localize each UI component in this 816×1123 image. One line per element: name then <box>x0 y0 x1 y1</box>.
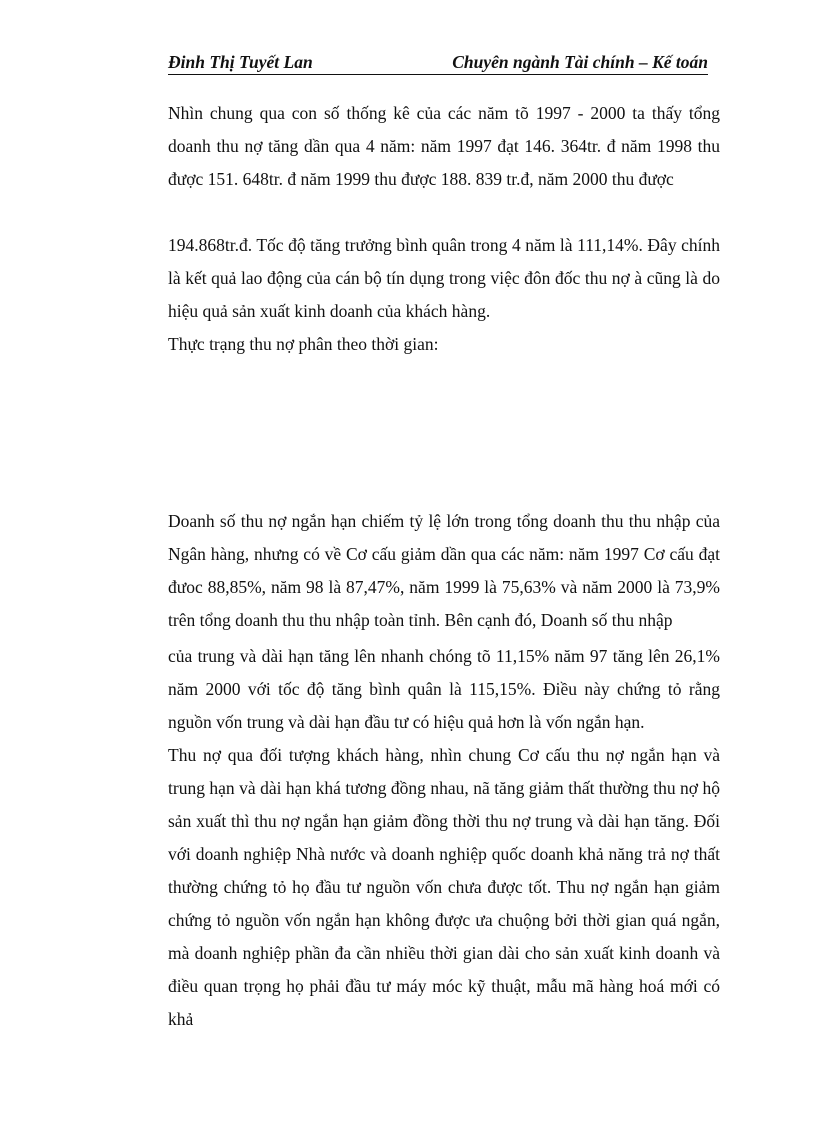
department-name: Chuyên ngành Tài chính – Kế toán <box>452 52 708 72</box>
header-rule <box>168 74 708 75</box>
page-header <box>168 52 708 78</box>
paragraph-revenue-summary: Nhìn chung qua con số thống kê của các năm tõ 1997 - 2000 ta thấy tổng doanh thu nợ tăng dần qua 4 năm: năm 1997 đạt 146. 364tr. đ năm 1998 thu được 151. 648tr. đ năm 1999 thu được 188. 839 tr.đ, năm 2000 thu được <box>168 103 720 189</box>
author-name: Đinh Thị Tuyết Lan <box>168 52 313 72</box>
paragraph-short-term-share: Doanh số thu nợ ngắn hạn chiếm tỷ lệ lớn trong tổng doanh thu thu nhập của Ngân hàng, nhưng có về Cơ cấu giảm dần qua các năm: năm 1997 Cơ cấu đạt đưoc 88,85%, năm 98 là 87,47%, năm 1999 là 75,63% và năm 2000 là 73,9% trên tổng doanh thu thu nhập toàn tỉnh. Bên cạnh đó, Doanh số thu nhập <box>168 511 720 630</box>
paragraph-customer-analysis: Thu nợ qua đối tượng khách hàng, nhìn chung Cơ cấu thu nợ ngắn hạn và trung hạn và dài hạn khá tương đồng nhau, nã tăng giảm thất thường thu nợ hộ sản xuất thì thu nợ ngắn hạn giảm đồng thời thu nợ trung và dài hạn tăng. Đối với doanh nghiệp Nhà nước và doanh nghiệp quốc doanh khả năng trả nợ thất thường chứng tỏ họ đầu tư nguồn vốn chưa được tốt. Thu nợ ngắn hạn giảm chứng tỏ nguồn vốn ngắn hạn không được ưa chuộng bởi thời gian quá ngắn, mà doanh nghiệp phần đa cần nhiều thời gian dài cho sản xuất kinh doanh và điều quan trọng họ phải đầu tư máy móc kỹ thuật, mẫu mã hàng hoá mới có khả <box>168 745 720 1029</box>
paragraph-long-term-growth: của trung và dài hạn tăng lên nhanh chóng tõ 11,15% năm 97 tăng lên 26,1% năm 2000 với tốc độ tăng bình quân là 115,15%. Điều này chứng tỏ rằng nguồn vốn trung và dài hạn đầu tư có hiệu quả hơn là vốn ngắn hạn. <box>168 646 720 732</box>
paragraph-growth-rate: 194.868tr.đ. Tốc độ tăng trưởng bình quân trong 4 năm là 111,14%. Đây chính là kết quả lao động của cán bộ tín dụng trong việc đôn đốc thu nợ à cũng là do hiệu quả sản xuất kinh doanh của khách hàng. <box>168 235 720 321</box>
paragraph-time-breakdown-heading: Thực trạng thu nợ phân theo thời gian: <box>168 334 439 354</box>
